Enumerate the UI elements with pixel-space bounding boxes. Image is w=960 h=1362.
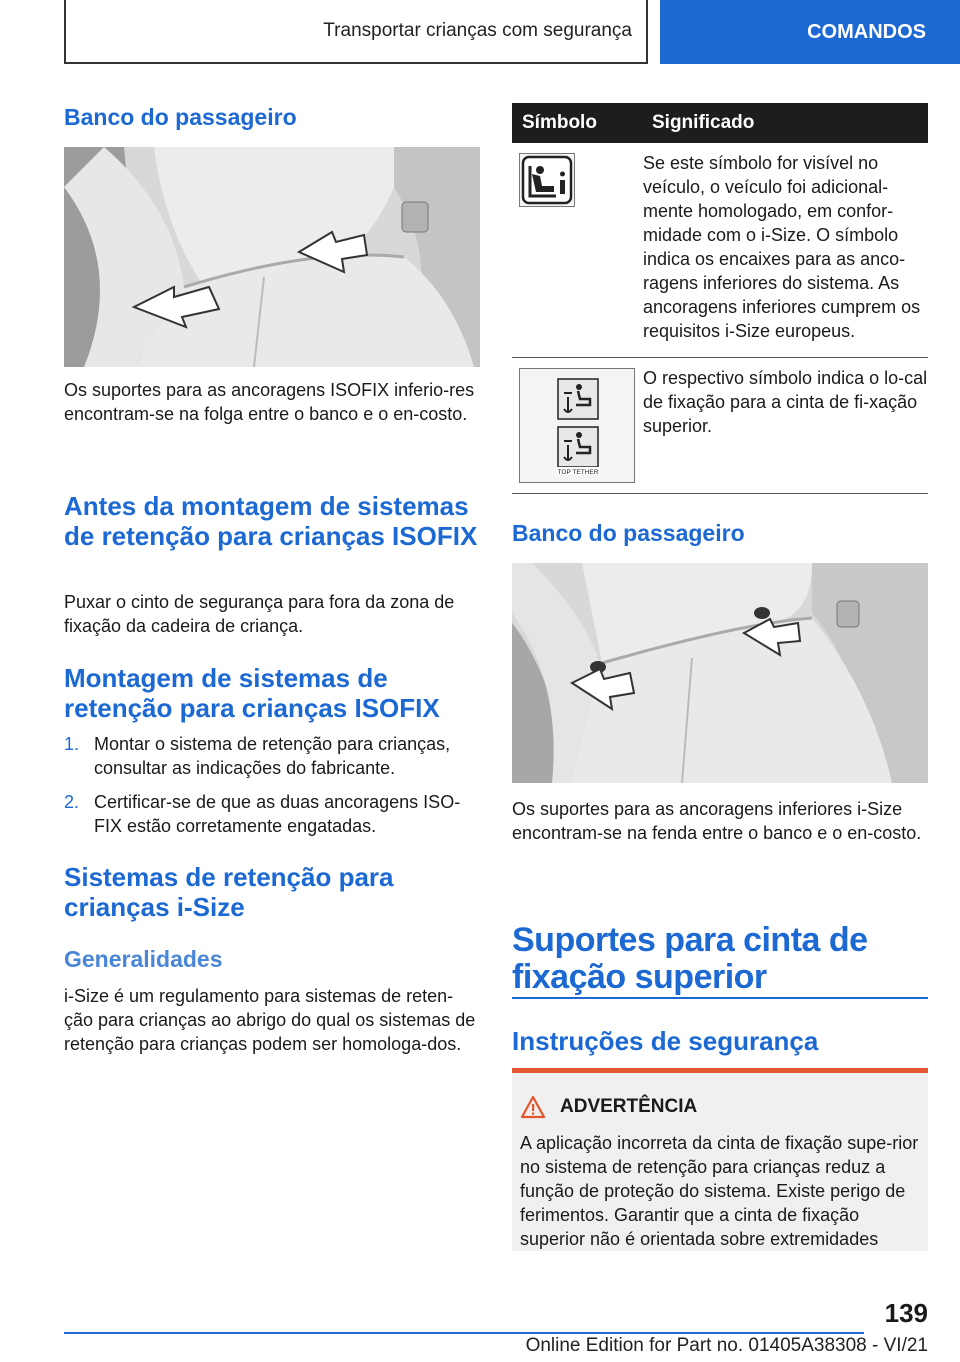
row-meaning: O respectivo símbolo indica o lo-cal de fixação para a cinta de fi-xação superior. <box>643 368 928 436</box>
top-tether-icon-label: TOP TETHER <box>557 469 599 476</box>
step-number: 1. <box>64 734 80 754</box>
table-row <box>512 143 928 358</box>
chapter-title: COMANDOS <box>807 20 926 43</box>
general-text: i-Size é um regulamento para sistemas de reten-ção para crianças ao abrigo do qual os sistemas de retenção para crianças podem ser homologa-dos. <box>64 986 476 1054</box>
before-mounting-text: Puxar o cinto de segurança para fora da zona de fixação da cadeira de criança. <box>64 592 455 636</box>
list-item <box>64 790 480 838</box>
list-item <box>64 732 480 780</box>
isize-child-seat-icon <box>519 153 575 207</box>
table-header <box>512 103 928 143</box>
warning-header <box>520 1095 697 1119</box>
chapter-tab <box>660 0 960 64</box>
heading-safety: Instruções de segurança <box>512 1026 819 1056</box>
isofix-mounts-text: Os suportes para as ancoragens ISOFIX inferio-res encontram-se na folga entre o banco e o en-costo. <box>64 380 475 424</box>
isize-mounts-text: Os suportes para as ancoragens inferiores i-Size encontram-se na fenda entre o banco e o en-costo. <box>512 799 922 843</box>
warning-title: ADVERTÊNCIA <box>560 1096 698 1117</box>
warning-triangle-icon <box>520 1095 546 1119</box>
top-tether-icon <box>519 368 635 483</box>
heading-mounting: Montagem de sistemas de retenção para crianças ISOFIX <box>64 663 440 723</box>
page-number: 139 <box>884 1298 928 1328</box>
col-symbol: Símbolo <box>522 112 597 133</box>
step-text: Montar o sistema de retenção para crianças, consultar as indicações do fabricante. <box>94 734 451 778</box>
warning-box <box>512 1068 928 1251</box>
step-text: Certificar-se de que as duas ancoragens ISO-FIX estão corretamente engatadas. <box>94 792 461 836</box>
table-divider <box>512 493 928 494</box>
heading-tether-mounts: Suportes para cinta de fixação superior <box>512 921 868 996</box>
edition-note: Online Edition for Part no. 01405A38308 - VI/21 <box>525 1335 928 1356</box>
warning-text: A aplicação incorreta da cinta de fixação supe-rior no sistema de retenção para crianças reduz a função de proteção do sistema. Existe perigo de ferimentos. Garantir que a cinta de fixação superior não é orientada sobre extremidades <box>520 1133 919 1249</box>
running-header <box>64 0 648 64</box>
step-number: 2. <box>64 792 80 812</box>
table-row <box>512 358 928 494</box>
heading-passenger-seat: Banco do passageiro <box>64 104 297 130</box>
row-meaning: Se este símbolo for visível no veículo, o veículo foi adicional-mente homologado, em confor-midade com o i-Size. O símbolo indica os encaixes para as anco-ragens inferiores do sistema. As ancoragens inferiores cumprem os requisitos i-Size europeus. <box>643 153 921 341</box>
col-meaning: Significado <box>652 112 755 133</box>
heading-general: Generalidades <box>64 946 223 972</box>
seat-isofix-illustration <box>64 147 480 367</box>
heading-rule <box>512 997 928 999</box>
section-title: Transportar crianças com segurança <box>323 20 632 41</box>
seat-isize-illustration <box>512 563 928 783</box>
heading-before-mounting: Antes da montagem de sistemas de retenção para crianças ISOFIX <box>64 491 478 551</box>
heading-isize: Sistemas de retenção para crianças i-Size <box>64 862 394 922</box>
footer-rule <box>64 1332 864 1334</box>
heading-passenger-seat-2: Banco do passageiro <box>512 520 745 546</box>
